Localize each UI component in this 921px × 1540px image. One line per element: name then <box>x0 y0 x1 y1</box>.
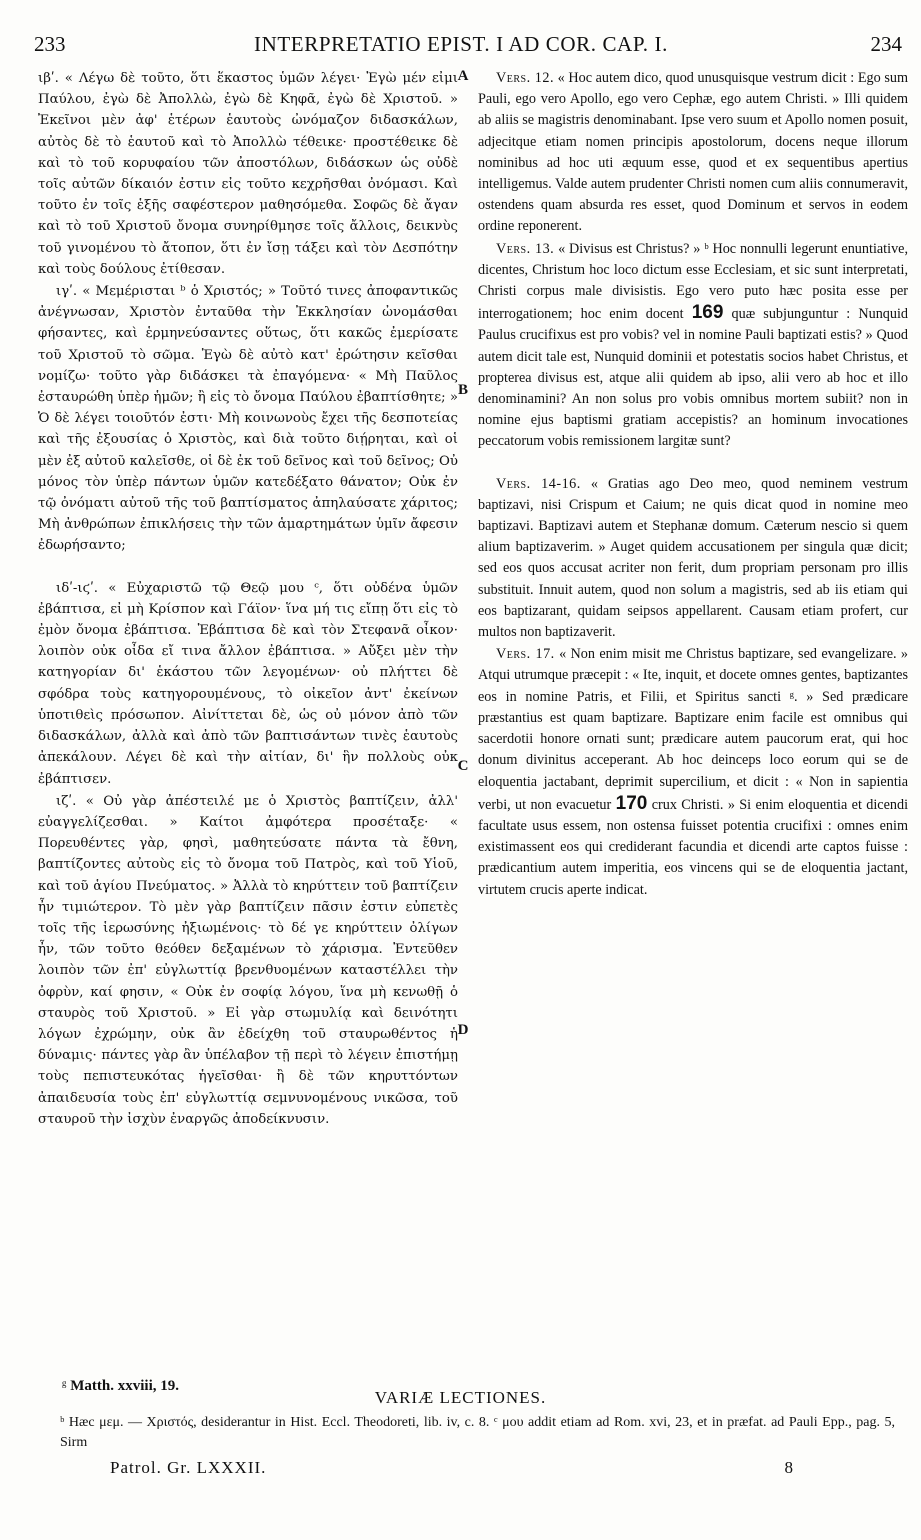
footnote-reference: Matth. xxviii, 19. <box>70 1378 180 1394</box>
verse-label: Vers. 13. <box>496 240 555 257</box>
volume-signature: Patrol. Gr. LXXXII. <box>110 1458 267 1477</box>
verse-label: Vers. 14-16. <box>496 475 581 492</box>
greek-paragraph-13: ιγʹ. « Μεμέρισται ᵇ ὁ Χριστός; » Τοῦτό τινες ἀποφαντικῶς ἀνέγνωσαν, Χριστὸν ἐνταῦθα τὴν Ἐκκλησίαν ὠνομάσθαι φήσαντες, καὶ ἑρμηνεύσαντες οὕτως, ὅτι κακῶς ἐμερίσατε τοῦ Χριστοῦ τὸ σῶμα. Ἐγὼ δὲ αὐτὸ κατ' ἐρώτησιν κεῖσθαι νομίζω· τοῦτο γὰρ διδάσκει τὰ ἐπαγόμενα· « Μὴ Παῦλος ἐσταυρώθη ὑπὲρ ἡμῶν; ἢ εἰς τὸ ὄνομα Παύλου ἐβαπτίσθητε; » Ὁ δὲ λέγει τοιοῦτόν ἐστι· Μὴ κοινωνοὺς ἔχει τῆς δεσποτείας καὶ τῆς ἐξουσίας ὁ Χριστὸς, καὶ διὰ τοῦτο διῄρηται, καὶ οἱ μὲν ἐξ αὐτοῦ καλεῖσθε, οἱ δὲ ἐκ τοῦ δεῖνος καὶ τοῦ δεῖνος; Οὐ μόνος τὸν ὑπὲρ πάντων ὑμῶν κατεδέξατο θάνατον; Οὐκ ἐν τῷ ὀνόματι αὐτοῦ τῆς τοῦ βαπτίσματος ἀπηλαύσατε χάριτος; Μὴ ἀνθρώπων ἐπικλήσεις τὴν τῶν ἁμαρτημάτων ὑμῖν ἄφεσιν ἐδωρήσαντο; <box>38 284 458 554</box>
section-marker-c: C <box>457 758 469 774</box>
column-number-169: 169 <box>691 302 724 324</box>
latin-column <box>478 68 908 1373</box>
greek-paragraph-12: ιβʹ. « Λέγω δὲ τοῦτο, ὅτι ἕκαστος ὑμῶν λέγει· Ἐγὼ μέν εἰμι Παύλου, ἐγὼ δὲ Ἀπολλὼ, ἐγὼ δὲ Κηφᾶ, ἐγὼ δὲ Χριστοῦ. » Ἐκεῖνοι μὲν ἀφ' ἑτέρων ἑαυτοὺς ὠνόμαζον διδασκάλων, αὐτὸς δὲ τὸ ἑαυτοῦ καὶ τὸ Ἀπολλὼ τέθεικε· προστέθεικε δὲ καὶ τὸ τοῦ κορυφαίου τῶν ἀποστόλων, διδάσκων ὡς οὐδὲ τοῖς αὐτῶν δίκαιόν ἐστιν εἰς τοῦτο κεχρῆσθαι ὀνόμασι. Καὶ τοῦτο ἐν τοῖς ἑξῆς σαφέστερον μαθησόμεθα. Σοφῶς δὲ ἄγαν καὶ τὸ τοῦ Χριστοῦ ὄνομα συνηρίθμησε τοῖς ἄλλοις, δεικνὺς τοῦ γινομένου τὸ ἄτοπον, ὅτι ἐν ἴσῃ τάξει καὶ τὸν Δεσπότην καὶ τοὺς δούλους ἐτίθεσαν. <box>38 71 458 277</box>
greek-paragraph-14-16: ιδʹ-ιϛʹ. « Εὐχαριστῶ τῷ Θεῷ μου ᶜ, ὅτι οὐδένα ὑμῶν ἐβάπτισα, εἰ μὴ Κρίσπον καὶ Γάϊον· ἵνα μή τις εἴπῃ ὅτι εἰς τὸ ἐμὸν ὄνομα ἐβάπτισα. Ἐβάπτισα δὲ καὶ τὸν Στεφανᾶ οἶκον· λοιπὸν οὐκ οἶδα εἴ τινα ἄλλον ἐβάπτισα. » Αὔξει μὲν τὴν κατηγορίαν δι' ἑκάστου τῶν λεγομένων· οὐ πλήττει δὲ σφόδρα τοὺς κατηγορουμένους, τὸ οἰκεῖον ἀντ' ἐκείνων ὑποτιθεὶς πρόσωπον. Αἰνίττεται δὲ, ὡς οὐ μόνον ἀπὸ τῶν διδασκάλων, ἀλλὰ καὶ ἀπὸ τῶν βαπτισάντων τινὲς ἑαυτοὺς ἀπεκάλουν. Λέγει δὲ καὶ τὴν αἰτίαν, δι' ἣν πολλοὺς οὐκ ἐβάπτισεν. <box>38 580 458 787</box>
section-marker-d: D <box>457 1022 469 1038</box>
variae-lectiones-title: VARIÆ LECTIONES. <box>374 1388 547 1407</box>
variae-lectiones-text: ᵇ Hæc μεμ. — Χριστός, desiderantur in Hist. Eccl. Theodoreti, lib. iv, c. 8. ᶜ μου addit etiam ad Rom. xvi, 23, et in præfat. ad Pauli Epp., pag. 5, Sirm <box>60 1415 895 1450</box>
running-title: INTERPRETATIO EPIST. I AD COR. CAP. I. <box>254 32 668 56</box>
gathering-number: 8 <box>784 1458 793 1477</box>
column-number-170: 170 <box>615 792 648 814</box>
latin-verse-14-16 <box>478 474 908 644</box>
greek-column <box>38 68 458 1373</box>
section-marker-b: B <box>457 382 468 398</box>
page-header <box>34 32 902 62</box>
section-marker-a: A <box>457 68 469 84</box>
greek-paragraph-17: ιζʹ. « Οὐ γὰρ ἀπέστειλέ με ὁ Χριστὸς βαπτίζειν, ἀλλ' εὐαγγελίζεσθαι. » Καίτοι ἀμφότερα προσέταξε· « Πορευθέντες γὰρ, φησὶ, μαθητεύσατε πάντα τὰ ἔθνη, βαπτίζοντες αὐτοὺς εἰς τὸ ὄνομα τοῦ Πατρὸς, καὶ τοῦ Υἱοῦ, καὶ τοῦ ἁγίου Πνεύματος. » Ἀλλὰ τὸ κηρύττειν τοῦ βαπτίζειν ἦν τιμιώτερον. Τὸ μὲν γὰρ βαπτίζειν πᾶσιν ἐστιν εὐπετὲς τοῖς τῆς ἱερωσύνης ἠξιωμένοις· τὸ δέ γε κηρύττειν ὀλίγων ἦν, τῶν τοῦτο θεόθεν δεξαμένων τὸ χάρισμα. Ἐντεῦθεν λοιπὸν τῶν ἐπ' εὐγλωττίᾳ βρενθυομένων καταστέλλει τὴν ὀφρὺν, καί φησιν, « Οὐκ ἐν σοφίᾳ λόγου, ἵνα μὴ κενωθῇ ὁ σταυρὸς τοῦ Χριστοῦ. » Εἰ γὰρ στωμυλίᾳ καὶ δεινότητι λόγων ἐχρώμην, οὐκ ἂν ἐδείχθη τοῦ σταυρωθέντος ἡ δύναμις· πάντες γὰρ ἂν ὑπέλαβον τῇ περὶ τὸ λέγειν ἐπιστήμῃ τοὺς πεπιστευκότας ἡγεῖσθαι· ἢ δὲ τῶν κηρυττόντων ἀπαιδευσία τοὺς ἐπ' εὐγλωττίᾳ σεμνυνομένους νικῶσα, τοῦ σταυροῦ τὴν ἰσχὺν ἐναργῶς ἀποδείκνυσιν. <box>38 793 458 1127</box>
verse-text: « Gratias ago Deo meo, quod neminem vestrum baptizavi, nisi Crispum et Caium; ne quis dicat quod in nomine meo baptizavi. Baptizavi autem et Stephanæ domum. Cæterum nescio si quem alium baptizaverim. » Auget quidem accusationem per singula quæ dicit; sed eos quos accusat acriter non ferit, dum propriam personam pro illis substituit. Innuit autem, quod non solum a magistris, sed ab iis etiam qui eos baptizarant, quidam seipsos appellarent. Causam etiam profert, cur multos non baptizaverit. <box>478 475 908 641</box>
latin-verse-17 <box>478 644 908 900</box>
verse-text: « Divisus est Christus? » ᵇ Hoc nonnulli legerunt enuntiative, dicentes, Christum hoc loco dictum esse Ecclesiam, et sic sunt interpretati, Christi corpus male divisistis. Ego vero puto hæc posita esse per interrogationem; hoc enim docent <box>478 240 908 323</box>
footnote-mark: ᵍ <box>62 1378 67 1394</box>
page-number-right: 234 <box>870 32 902 56</box>
verse-label: Vers. 12. <box>496 70 554 86</box>
verse-text-continued: quæ subjunguntur : Nunquid Paulus crucifixus est pro vobis? vel in nomine Pauli baptizati estis? » Quod autem dicit tale est, Nunquid dominii et potestatis socios habet Christus, et propterea divisus est, atque alii quidem ab ipso, alii vero ab hoc et illo denominamini? An non solus pro vobis omnibus mortem subiit? non in nomine ejus baptismi gratiam accepistis? an hominum invocationes peccatorum vobis remissionem largitæ sunt? <box>478 306 908 450</box>
verse-text: « Hoc autem dico, quod unusquisque vestrum dicit : Ego sum Pauli, ego vero Apollo, ego vero Cephæ, ego autem Christi. » Illi quidem ab aliis se magistris denominabant. Ipse vero suum et Apollo nomen posuit, adjecitque etiam nomen principis apostolorum, docens neque illorum nominibus ad hoc uti æquum esse, quod et ex sequentibus apertius intelligemus. Valde autem prudenter Christi nomen cum aliis connumeravit, ostendens quam absurda res esset, quod Dominum et servos in eodem ordine reponerent. <box>478 70 908 235</box>
latin-verse-12 <box>478 68 908 238</box>
verse-text-continued: crux Christi. » Si enim eloquentia et dicendi facultate usus essem, non ostensa fuisset potentia crucifixi : omnes enim existimassent eos qui crediderant facundia et dicendi arte captos fuisse : prædicantium autem imperitia, eos vincens qui se de eloquentia jactant, virtutem crucis aperte indicat. <box>478 796 908 898</box>
page-number-left: 233 <box>34 32 66 56</box>
verse-label: Vers. 17. <box>496 646 555 663</box>
latin-verse-13 <box>478 239 908 453</box>
verse-text: « Non enim misit me Christus baptizare, sed evangelizare. » Atqui utrumque præcepit : « Ite, inquit, et docete omnes gentes, baptizantes eos in nomine Patris, et Filii, et Spiritus sancti ᵍ. » Sed prædicare præstantius est quam baptizare. Baptizare enim facile est omnibus qui sacerdotii honore ornati sunt; prædicare autem paucorum erat, qui hoc donum divinitus acceperant. Ab hoc deinceps loco eorum qui se de eloquentia jactabant, deprimit supercilium, et dicit : « Non in sapientia verbi, ut non evacuetur <box>478 646 908 813</box>
